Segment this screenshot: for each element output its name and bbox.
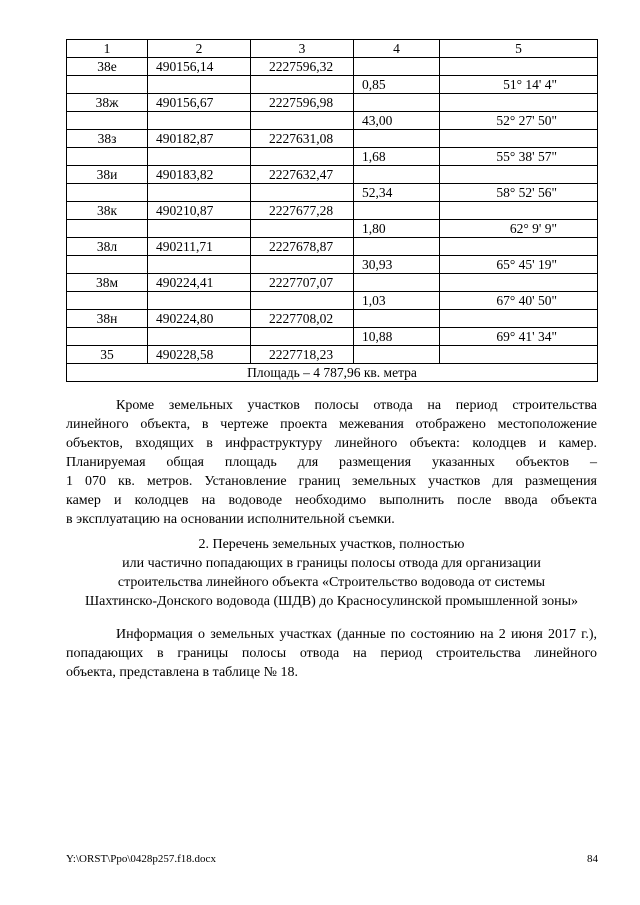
table-cell-x: 490156,67 bbox=[148, 94, 251, 112]
table-cell-angle bbox=[440, 166, 598, 184]
table-row bbox=[67, 328, 598, 346]
table-row bbox=[67, 292, 598, 310]
table-cell-angle: 52° 27' 50" bbox=[440, 112, 598, 130]
table-cell-length bbox=[354, 202, 440, 220]
header-cell: 1 bbox=[67, 40, 148, 58]
table-cell-y bbox=[251, 148, 354, 166]
text-line: камер и колодцев на водоводе необходимо выполнить после ввода объекта bbox=[66, 493, 597, 508]
table-row bbox=[67, 310, 598, 328]
table-cell-x bbox=[148, 256, 251, 274]
table-cell-point: 38к bbox=[67, 202, 148, 220]
table-cell-angle: 65° 45' 19" bbox=[440, 256, 598, 274]
table-cell-length bbox=[354, 274, 440, 292]
table-cell-angle: 69° 41' 34" bbox=[440, 328, 598, 346]
table-cell-y bbox=[251, 76, 354, 94]
table-cell-length bbox=[354, 166, 440, 184]
section-title-line: или частично попадающих в границы полосы отвода для организации bbox=[122, 556, 541, 571]
section-title-line: строительства линейного объекта «Строительство водовода от системы bbox=[117, 575, 546, 590]
table-cell-length bbox=[354, 94, 440, 112]
table-cell-point bbox=[67, 76, 148, 94]
table-cell-y bbox=[251, 256, 354, 274]
section-title-line: Шахтинско-Донского водовода (ШДВ) до Красносулинской промышленной зоны» bbox=[84, 594, 579, 609]
text-line: Планируемая общая площадь для размещения указанных объектов – bbox=[66, 455, 597, 470]
table-cell-point bbox=[67, 328, 148, 346]
text-line: объекта, представлена в таблице № 18. bbox=[66, 665, 298, 680]
table-cell-y: 2227632,47 bbox=[251, 166, 354, 184]
table-cell-length: 52,34 bbox=[354, 184, 440, 202]
text-line: попадающих в границы полосы отвода на период строительства линейного bbox=[66, 646, 597, 661]
text-line: в эксплуатацию на основании исполнительной съемки. bbox=[66, 512, 395, 527]
table-cell-angle bbox=[440, 94, 598, 112]
table-cell-point bbox=[67, 256, 148, 274]
table-cell-x: 490210,87 bbox=[148, 202, 251, 220]
table-cell-point: 38е bbox=[67, 58, 148, 76]
table-cell-angle: 51° 14' 4" bbox=[440, 76, 598, 94]
table-cell-x: 490228,58 bbox=[148, 346, 251, 364]
table-cell-y: 2227718,23 bbox=[251, 346, 354, 364]
table-cell-y bbox=[251, 328, 354, 346]
table-cell-point: 38м bbox=[67, 274, 148, 292]
table-cell-point: 38л bbox=[67, 238, 148, 256]
table-cell-angle: 55° 38' 57" bbox=[440, 148, 598, 166]
text-line: Информация о земельных участках (данные по состоянию на 2 июня 2017 г.), bbox=[116, 627, 597, 642]
header-cell: 3 bbox=[251, 40, 354, 58]
table-row bbox=[67, 166, 598, 184]
table-cell-angle: 62° 9' 9" bbox=[440, 220, 598, 238]
table-cell-x bbox=[148, 148, 251, 166]
table-cell-length bbox=[354, 346, 440, 364]
table-cell-angle bbox=[440, 310, 598, 328]
table-row bbox=[67, 94, 598, 112]
table-row bbox=[67, 274, 598, 292]
table-cell-point bbox=[67, 112, 148, 130]
coordinates-table bbox=[66, 39, 598, 382]
table-row bbox=[67, 346, 598, 364]
table-cell-x bbox=[148, 328, 251, 346]
table-cell-length: 1,80 bbox=[354, 220, 440, 238]
table-row bbox=[67, 148, 598, 166]
table-header-row bbox=[67, 40, 598, 58]
table-cell-x: 490156,14 bbox=[148, 58, 251, 76]
table-cell-length bbox=[354, 130, 440, 148]
table-cell-point: 38и bbox=[67, 166, 148, 184]
table-cell-point: 38ж bbox=[67, 94, 148, 112]
table-cell-point: 38н bbox=[67, 310, 148, 328]
table-cell-length bbox=[354, 238, 440, 256]
table-cell-angle: 58° 52' 56" bbox=[440, 184, 598, 202]
table-cell-length: 30,93 bbox=[354, 256, 440, 274]
table-cell-y: 2227678,87 bbox=[251, 238, 354, 256]
table-cell-x: 490182,87 bbox=[148, 130, 251, 148]
table-cell-y: 2227596,98 bbox=[251, 94, 354, 112]
table-cell-y bbox=[251, 184, 354, 202]
table-cell-length bbox=[354, 310, 440, 328]
section-title-line: 2. Перечень земельных участков, полностью bbox=[198, 537, 465, 552]
table-cell-y bbox=[251, 220, 354, 238]
table-cell-length: 10,88 bbox=[354, 328, 440, 346]
table-cell-angle bbox=[440, 346, 598, 364]
header-cell: 4 bbox=[354, 40, 440, 58]
table-row bbox=[67, 220, 598, 238]
table-cell-angle bbox=[440, 202, 598, 220]
page-number: 84 bbox=[587, 853, 598, 865]
table-cell-x: 490224,80 bbox=[148, 310, 251, 328]
text-line: 1 070 кв. метров. Установление границ земельных участков для размещения bbox=[66, 474, 597, 489]
table-cell-point bbox=[67, 148, 148, 166]
table-row bbox=[67, 130, 598, 148]
table-cell-angle bbox=[440, 58, 598, 76]
table-row bbox=[67, 238, 598, 256]
table-cell-x: 490224,41 bbox=[148, 274, 251, 292]
table-cell-angle bbox=[440, 130, 598, 148]
table-cell-y bbox=[251, 292, 354, 310]
table-cell-length: 43,00 bbox=[354, 112, 440, 130]
text-line: Кроме земельных участков полосы отвода на период строительства bbox=[116, 398, 597, 413]
text-line: объектов, входящих в инфраструктуру линейного объекта: колодцев и камер. bbox=[66, 436, 597, 451]
text-line: линейного объекта, в чертеже проекта межевания отображено местоположение bbox=[66, 417, 597, 432]
table-row bbox=[67, 184, 598, 202]
table-cell-angle bbox=[440, 274, 598, 292]
table-row bbox=[67, 256, 598, 274]
table-cell-point bbox=[67, 292, 148, 310]
table-cell-point: 35 bbox=[67, 346, 148, 364]
table-cell-length bbox=[354, 58, 440, 76]
table-cell-x bbox=[148, 76, 251, 94]
header-cell: 2 bbox=[148, 40, 251, 58]
header-cell: 5 bbox=[440, 40, 598, 58]
footer-file-path: Y:\ORST\Ppo\0428p257.f18.docx bbox=[66, 853, 216, 865]
table-row bbox=[67, 58, 598, 76]
table-cell-y bbox=[251, 112, 354, 130]
table-row bbox=[67, 202, 598, 220]
table-cell-angle bbox=[440, 238, 598, 256]
table-cell-point bbox=[67, 184, 148, 202]
table-cell-angle: 67° 40' 50" bbox=[440, 292, 598, 310]
table-cell-x bbox=[148, 184, 251, 202]
table-area-row bbox=[67, 364, 598, 382]
area-total: Площадь – 4 787,96 кв. метра bbox=[67, 364, 598, 382]
table-cell-length: 1,68 bbox=[354, 148, 440, 166]
paragraph-infrastructure bbox=[66, 396, 597, 529]
section-title bbox=[66, 535, 597, 611]
table-cell-point: 38з bbox=[67, 130, 148, 148]
paragraph-table-reference bbox=[66, 625, 597, 682]
table-cell-y: 2227707,07 bbox=[251, 274, 354, 292]
table-cell-y: 2227631,08 bbox=[251, 130, 354, 148]
table-row bbox=[67, 112, 598, 130]
table-cell-length: 1,03 bbox=[354, 292, 440, 310]
table-cell-x bbox=[148, 292, 251, 310]
table-cell-y: 2227677,28 bbox=[251, 202, 354, 220]
table-cell-y: 2227708,02 bbox=[251, 310, 354, 328]
table-row bbox=[67, 76, 598, 94]
table-cell-x: 490183,82 bbox=[148, 166, 251, 184]
table-cell-x: 490211,71 bbox=[148, 238, 251, 256]
table-cell-y: 2227596,32 bbox=[251, 58, 354, 76]
table-cell-length: 0,85 bbox=[354, 76, 440, 94]
table-cell-point bbox=[67, 220, 148, 238]
table-cell-x bbox=[148, 220, 251, 238]
table-cell-x bbox=[148, 112, 251, 130]
